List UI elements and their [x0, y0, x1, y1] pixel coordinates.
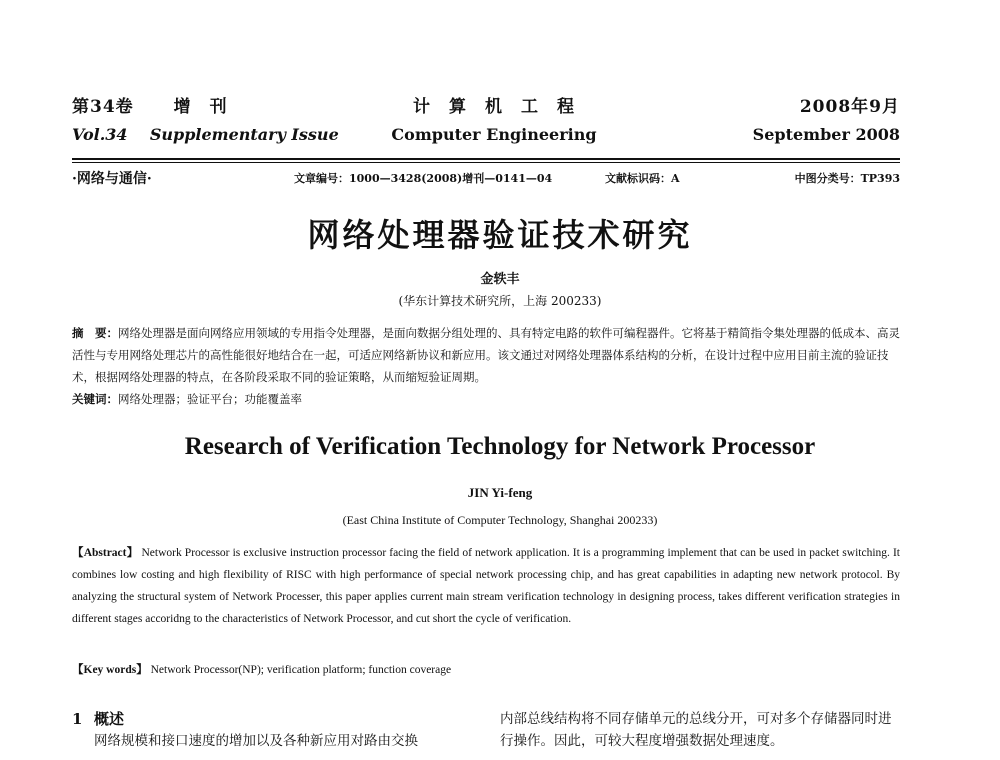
section-number: 1: [72, 710, 83, 728]
issue-cn: 增 刊: [173, 97, 228, 117]
volume-en: Vol.34: [72, 125, 128, 144]
journal-title-en: Computer Engineering: [391, 125, 597, 144]
journal-header: [72, 96, 900, 156]
header-center: [379, 96, 609, 146]
section-title: 概述: [94, 710, 125, 728]
abstract-text-en: Network Processor is exclusive instruction processor facing the field of network application. It is a programming implement that can be used in packet switching. It combines low costing and high flexibility of RISC with high performance of special network processing chip, and has great capabilities in adapting new network protocol. By analyzing the structural system of Network Processer, this paper applies current main stream verification technology in designing process, takes different verification strategies in different stages accoridng to the characteristics of Network Processor, and cut short the cycle of verification.: [72, 547, 900, 625]
article-meta: [72, 170, 900, 188]
article-number: 文章编号：1000—3428(2008)增刊—0141—04: [294, 172, 553, 185]
classification-number: 中图分类号：TP393: [794, 172, 900, 185]
body-text-left: 网络规模和接口速度的增加以及各种新应用对路由交换: [94, 733, 418, 749]
body-column-left: [72, 708, 472, 752]
paper-title-en: Research of Verification Technology for Network Processor: [184, 433, 816, 460]
keywords-en-block: [72, 661, 900, 677]
document-code: 文献标识码：A: [605, 172, 680, 185]
header-left: [72, 96, 339, 146]
abstract-text-cn: 网络处理器是面向网络应用领域的专用指令处理器，是面向数据分组处理的、具有特定电路的软件可编程器件。它将基于精简指令集处理器的低成本、高灵活性与专用网络处理芯片的高性能很好地结合在一起，可适应网络新协议和新应用。该文通过对网络处理器体系结构的分析，在设计过程中应用目前主流的验证技术，根据网络处理器的特点，在各阶段采取不同的验证策略，从而缩短验证周期。: [72, 326, 900, 384]
date-en: September 2008: [752, 125, 900, 144]
abstract-label-en: 【Abstract】: [72, 547, 139, 559]
keywords-cn: 网络处理器；验证平台；功能覆盖率: [118, 392, 302, 406]
header-right: [753, 96, 900, 146]
keywords-label-en: 【Key words】: [72, 664, 148, 676]
abstract-en: [72, 542, 900, 630]
affiliation-en: (East China Institute of Computer Technology, Shanghai 200233): [342, 513, 658, 527]
issue-en: Supplementary Issue: [149, 125, 339, 144]
date-cn: 2008年9月: [799, 97, 900, 117]
body-text-right: 内部总线结构将不同存储单元的总线分开，可对多个存储器同时进行操作。因此，可较大程度增强数据处理速度。: [500, 711, 892, 749]
journal-title-cn: 计 算 机 工 程: [413, 97, 575, 117]
paper-title-cn: 网络处理器验证技术研究: [307, 216, 693, 254]
column-name: ·网络与通信·: [72, 171, 152, 187]
author-en: JIN Yi-feng: [467, 485, 533, 500]
abstract-label-cn: 摘 要：: [72, 326, 118, 340]
body-column-right: [500, 708, 900, 752]
author-cn: 金轶丰: [480, 272, 520, 287]
affiliation-cn: (华东计算技术研究所，上海 200233): [398, 294, 602, 308]
header-rule-thin: [72, 162, 900, 163]
keywords-label-cn: 关键词：: [72, 392, 118, 406]
volume-cn: 第34卷: [72, 97, 134, 117]
section-heading: [72, 708, 472, 730]
abstract-cn: [72, 322, 900, 410]
header-rule-thick: [72, 158, 900, 160]
keywords-en: Network Processor(NP); verification platform; function coverage: [150, 664, 452, 676]
